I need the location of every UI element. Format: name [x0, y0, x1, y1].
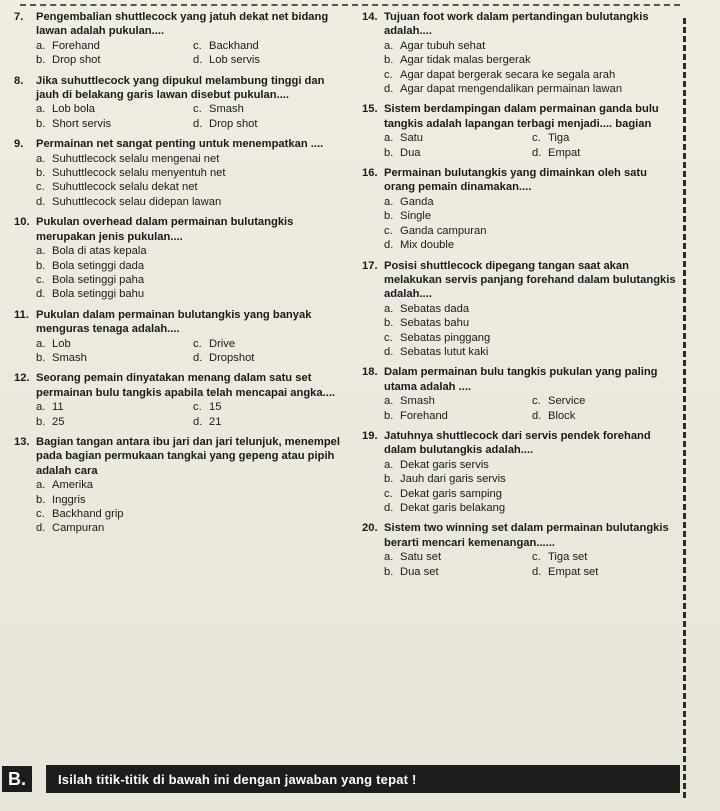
option-letter: c. — [384, 68, 393, 81]
option-letter: b. — [384, 54, 394, 67]
question-number: 19. — [362, 429, 378, 442]
option-letter: a. — [36, 245, 46, 258]
question-item — [362, 102, 680, 160]
option-letter: d. — [36, 195, 46, 208]
answer-option[interactable] — [36, 180, 350, 194]
answer-option[interactable] — [36, 53, 193, 67]
option-text: Suhuttlecock selalu mengenai net — [52, 152, 220, 165]
answer-option[interactable] — [532, 146, 680, 160]
question-number: 11. — [14, 308, 29, 321]
option-text: Ganda — [400, 195, 434, 208]
option-letter: c. — [384, 224, 393, 237]
option-letter: c. — [36, 508, 45, 520]
option-text: Dekat garis belakang — [400, 502, 506, 514]
question-number: 15. — [362, 103, 378, 116]
option-text: Dua set — [400, 565, 439, 578]
option-text: Bola di atas kepala — [52, 245, 147, 258]
option-letter: b. — [384, 565, 394, 578]
option-letter: d. — [532, 409, 542, 422]
answer-options — [362, 195, 680, 253]
question-item — [362, 166, 680, 252]
question-text: Bagian tangan antara ibu jari dan jari telunjuk, menempel pada bagian permukaan tangkai yang gepeng atau pipih adalah cara — [36, 435, 340, 477]
question-number: 9. — [14, 138, 24, 151]
answer-options — [362, 39, 680, 97]
question-text: Pengembalian shuttlecock yang jatuh dekat net bidang lawan adalah pukulan.... — [36, 11, 329, 38]
question-stem — [14, 10, 350, 39]
option-text: Agar dapat bergerak secara ke segala arah — [400, 68, 616, 81]
answer-option[interactable] — [36, 478, 350, 492]
section-b-instruction: Isilah titik-titik di bawah ini dengan jawaban yang tepat ! — [58, 771, 417, 787]
question-stem — [362, 166, 680, 195]
answer-option[interactable] — [384, 131, 532, 145]
answer-option[interactable] — [36, 244, 350, 258]
option-letter: c. — [36, 181, 45, 194]
option-text: Dekat garis samping — [400, 487, 502, 500]
option-letter: b. — [36, 259, 46, 272]
answer-option[interactable] — [36, 39, 193, 53]
question-number: 12. — [14, 372, 30, 385]
option-text: Sebatas lutut kaki — [400, 345, 489, 358]
option-letter: a. — [384, 302, 394, 315]
option-text: Bola setinggi dada — [52, 259, 145, 272]
option-text: Inggris — [52, 493, 86, 506]
option-letter: c. — [532, 395, 541, 408]
option-text: Agar tubuh sehat — [400, 39, 486, 52]
question-number: 18. — [362, 366, 378, 379]
answer-option[interactable] — [36, 117, 193, 131]
question-item — [362, 521, 680, 579]
answer-option[interactable] — [193, 53, 350, 67]
option-letter: c. — [532, 551, 541, 564]
question-text: Jatuhnya shuttlecock dari servis pendek forehand dalam bulutangkis adalah.... — [384, 429, 651, 457]
option-letter: b. — [384, 146, 394, 159]
option-letter: d. — [36, 522, 46, 535]
option-letter: d. — [193, 415, 203, 428]
answer-options — [14, 102, 350, 131]
option-letter: c. — [384, 487, 393, 500]
question-item — [14, 137, 350, 209]
question-text: Jika suhuttlecock yang dipukul melambung tinggi dan jauh di belakang garis lawan disebut pukulan.... — [36, 74, 325, 102]
option-text: Ganda campuran — [400, 224, 487, 237]
question-stem — [362, 429, 680, 458]
answer-option[interactable] — [384, 238, 680, 252]
option-text: Backhand — [209, 39, 259, 52]
option-letter: b. — [384, 317, 394, 330]
option-letter: b. — [36, 415, 46, 428]
option-text: 11 — [52, 401, 64, 414]
question-item — [362, 429, 680, 515]
answer-option[interactable] — [193, 351, 350, 365]
question-number: 16. — [362, 167, 378, 180]
answer-option[interactable] — [384, 458, 680, 472]
option-text: 15 — [209, 401, 222, 414]
option-text: Suhuttlecock selalu menyentuh net — [52, 167, 226, 180]
answer-option[interactable] — [532, 131, 680, 145]
section-b-label: B. — [2, 766, 32, 792]
answer-option[interactable] — [384, 565, 532, 579]
option-text: Single — [400, 210, 432, 223]
option-text: Service — [548, 395, 586, 408]
option-text: Satu set — [400, 551, 442, 564]
question-text: Pukulan dalam permainan bulutangkis yang banyak menguras tenaga adalah.... — [36, 308, 312, 336]
answer-option[interactable] — [384, 68, 680, 82]
answer-option[interactable] — [384, 53, 680, 67]
option-letter: a. — [36, 337, 46, 350]
option-text: Mix double — [400, 239, 455, 252]
answer-option[interactable] — [384, 224, 680, 238]
option-text: Drop shot — [209, 117, 258, 130]
option-letter: c. — [532, 132, 541, 145]
answer-option[interactable] — [384, 195, 680, 209]
answer-option[interactable] — [36, 493, 350, 507]
answer-options — [362, 458, 680, 516]
answer-option[interactable] — [36, 166, 350, 180]
answer-option[interactable] — [193, 337, 350, 351]
option-text: Backhand grip — [52, 508, 124, 520]
answer-options — [14, 400, 350, 429]
question-text: Permainan net sangat penting untuk menempatkan .... — [36, 138, 324, 151]
question-text: Sistem two winning set dalam permainan bulutangkis berarti mencari kemenangan...... — [384, 522, 669, 549]
option-text: Drop shot — [52, 54, 101, 67]
option-letter: a. — [384, 132, 394, 145]
answer-option[interactable] — [36, 351, 193, 365]
question-number: 17. — [362, 259, 378, 272]
answer-option[interactable] — [384, 409, 532, 423]
question-number: 14. — [362, 11, 378, 23]
answer-options — [14, 39, 350, 68]
option-letter: c. — [193, 401, 202, 414]
answer-option[interactable] — [36, 287, 350, 301]
question-stem — [14, 215, 350, 244]
option-letter: c. — [193, 103, 202, 116]
question-item — [14, 435, 350, 536]
option-text: Lob servis — [209, 54, 260, 67]
right-dashed-border — [683, 18, 692, 798]
answer-option[interactable] — [36, 195, 350, 209]
option-text: Agar dapat mengendalikan permainan lawan — [400, 83, 623, 96]
answer-option[interactable] — [384, 209, 680, 223]
answer-options — [14, 152, 350, 210]
option-letter: d. — [384, 239, 394, 252]
question-stem — [14, 137, 350, 151]
option-letter: a. — [36, 152, 46, 165]
question-text: Sistem berdampingan dalam permainan ganda bulu tangkis adalah lapangan terbagi menjadi.... bagian — [384, 103, 659, 130]
section-b-header — [0, 764, 700, 794]
answer-option[interactable] — [36, 521, 350, 535]
answer-option[interactable] — [384, 146, 532, 160]
option-text: Forehand — [400, 409, 448, 422]
option-text: Sebatas bahu — [400, 317, 470, 330]
option-text: Bola setinggi paha — [52, 273, 145, 286]
option-text: Dekat garis servis — [400, 458, 489, 471]
question-item — [362, 259, 680, 360]
option-text: Suhuttlecock selalu dekat net — [52, 181, 198, 194]
question-item — [14, 371, 350, 429]
option-letter: c. — [36, 273, 45, 286]
answer-option[interactable] — [532, 409, 680, 423]
question-stem — [14, 435, 350, 478]
option-text: Dua — [400, 146, 421, 159]
option-letter: b. — [36, 351, 46, 364]
question-stem — [14, 74, 350, 103]
answer-options — [362, 131, 680, 160]
option-letter: b. — [36, 54, 46, 67]
option-text: Campuran — [52, 522, 105, 535]
option-letter: b. — [384, 409, 394, 422]
question-number: 8. — [14, 74, 24, 87]
answer-option[interactable] — [36, 415, 193, 429]
option-text: 21 — [209, 415, 222, 428]
section-b-bar — [46, 765, 680, 793]
answer-option[interactable] — [384, 82, 680, 96]
option-letter: a. — [384, 195, 394, 208]
answer-option[interactable] — [384, 39, 680, 53]
question-item — [14, 10, 350, 68]
option-text: Empat — [548, 146, 581, 159]
answer-option[interactable] — [36, 152, 350, 166]
option-letter: d. — [532, 565, 542, 578]
option-text: Sebatas pinggang — [400, 331, 491, 344]
option-text: Amerika — [52, 479, 94, 492]
option-letter: d. — [384, 345, 394, 358]
question-text: Tujuan foot work dalam pertandingan bulutangkis adalah.... — [384, 11, 649, 38]
answer-option[interactable] — [384, 316, 680, 330]
answer-option[interactable] — [193, 415, 350, 429]
option-text: Lob bola — [52, 103, 95, 116]
question-text: Pukulan overhead dalam permainan bulutangkis merupakan jenis pukulan.... — [36, 216, 294, 243]
question-number: 7. — [14, 11, 24, 23]
answer-option[interactable] — [384, 487, 680, 501]
option-text: Empat set — [548, 565, 599, 578]
option-text: Bola setinggi bahu — [52, 288, 145, 301]
option-text: Lob — [52, 337, 71, 350]
answer-options — [14, 478, 350, 536]
question-item — [362, 365, 680, 423]
question-item — [14, 308, 350, 366]
answer-option[interactable] — [532, 550, 680, 564]
question-item — [14, 215, 350, 301]
option-letter: d. — [532, 146, 542, 159]
top-border-line — [20, 4, 680, 6]
answer-option[interactable] — [384, 394, 532, 408]
answer-option[interactable] — [193, 117, 350, 131]
option-letter: d. — [193, 351, 203, 364]
option-text: Tiga set — [548, 551, 588, 564]
option-text: Smash — [400, 395, 435, 408]
option-letter: a. — [36, 401, 46, 414]
question-number: 13. — [14, 435, 30, 448]
option-letter: c. — [193, 39, 202, 52]
question-stem — [362, 102, 680, 131]
question-stem — [14, 308, 350, 337]
option-letter: d. — [193, 117, 203, 130]
option-text: Tiga — [548, 132, 570, 145]
answer-options — [14, 244, 350, 302]
option-letter: b. — [36, 167, 46, 180]
option-text: Smash — [52, 351, 87, 364]
option-letter: d. — [384, 83, 394, 96]
answer-option[interactable] — [384, 472, 680, 486]
answer-options — [362, 550, 680, 579]
option-text: Jauh dari garis servis — [400, 473, 506, 486]
question-number: 10. — [14, 216, 30, 229]
answer-option[interactable] — [532, 394, 680, 408]
answer-option[interactable] — [36, 507, 350, 521]
option-letter: d. — [36, 288, 46, 301]
question-text: Permainan bulutangkis yang dimainkan oleh satu orang pemain dinamakan.... — [384, 167, 647, 194]
option-letter: a. — [36, 479, 46, 492]
answer-option[interactable] — [36, 273, 350, 287]
option-text: Short servis — [52, 117, 112, 130]
answer-option[interactable] — [193, 102, 350, 116]
option-letter: a. — [384, 39, 394, 52]
option-text: Satu — [400, 132, 424, 145]
question-stem — [362, 521, 680, 550]
question-text: Dalam permainan bulu tangkis pukulan yang paling utama adalah .... — [384, 366, 658, 393]
option-letter: a. — [384, 395, 394, 408]
answer-option[interactable] — [384, 345, 680, 359]
option-letter: b. — [36, 117, 46, 130]
question-item — [14, 74, 350, 132]
option-letter: a. — [36, 103, 46, 116]
option-text: Agar tidak malas bergerak — [400, 54, 531, 67]
answer-option[interactable] — [384, 501, 680, 515]
question-stem — [362, 259, 680, 302]
option-text: Block — [548, 409, 576, 422]
option-text: Dropshot — [209, 351, 255, 364]
answer-options — [362, 394, 680, 423]
answer-options — [14, 337, 350, 366]
answer-option[interactable] — [384, 550, 532, 564]
answer-option[interactable] — [532, 565, 680, 579]
option-text: Drive — [209, 337, 236, 350]
question-stem — [362, 365, 680, 394]
option-letter: a. — [384, 551, 394, 564]
answer-option[interactable] — [384, 302, 680, 316]
option-letter: b. — [384, 210, 394, 223]
option-text: Suhuttlecock selau didepan lawan — [52, 195, 222, 208]
option-text: 25 — [52, 415, 65, 428]
option-letter: b. — [384, 473, 394, 486]
question-item — [362, 10, 680, 96]
answer-option[interactable] — [193, 400, 350, 414]
answer-option[interactable] — [193, 39, 350, 53]
option-letter: c. — [384, 331, 393, 344]
answer-option[interactable] — [36, 400, 193, 414]
answer-option[interactable] — [36, 259, 350, 273]
option-letter: a. — [384, 458, 394, 471]
answer-options — [362, 302, 680, 360]
option-letter: d. — [384, 502, 394, 514]
option-letter: a. — [36, 39, 46, 52]
answer-option[interactable] — [384, 331, 680, 345]
question-number: 20. — [362, 522, 378, 535]
option-letter: d. — [193, 54, 203, 67]
option-text: Forehand — [52, 39, 100, 52]
answer-option[interactable] — [36, 102, 193, 116]
option-letter: b. — [36, 493, 46, 506]
question-text: Seorang pemain dinyatakan menang dalam satu set permainan bulu tangkis apabila telah mencapai angka.... — [36, 372, 336, 399]
answer-option[interactable] — [36, 337, 193, 351]
left-column — [14, 10, 350, 542]
right-column — [362, 10, 680, 585]
question-stem — [14, 371, 350, 400]
option-text: Sebatas dada — [400, 302, 470, 315]
option-text: Smash — [209, 103, 244, 116]
question-text: Posisi shuttlecock dipegang tangan saat akan melakukan servis panjang forehand dalam bulutangkis adalah.... — [384, 259, 676, 301]
option-letter: c. — [193, 337, 202, 350]
question-stem — [362, 10, 680, 39]
